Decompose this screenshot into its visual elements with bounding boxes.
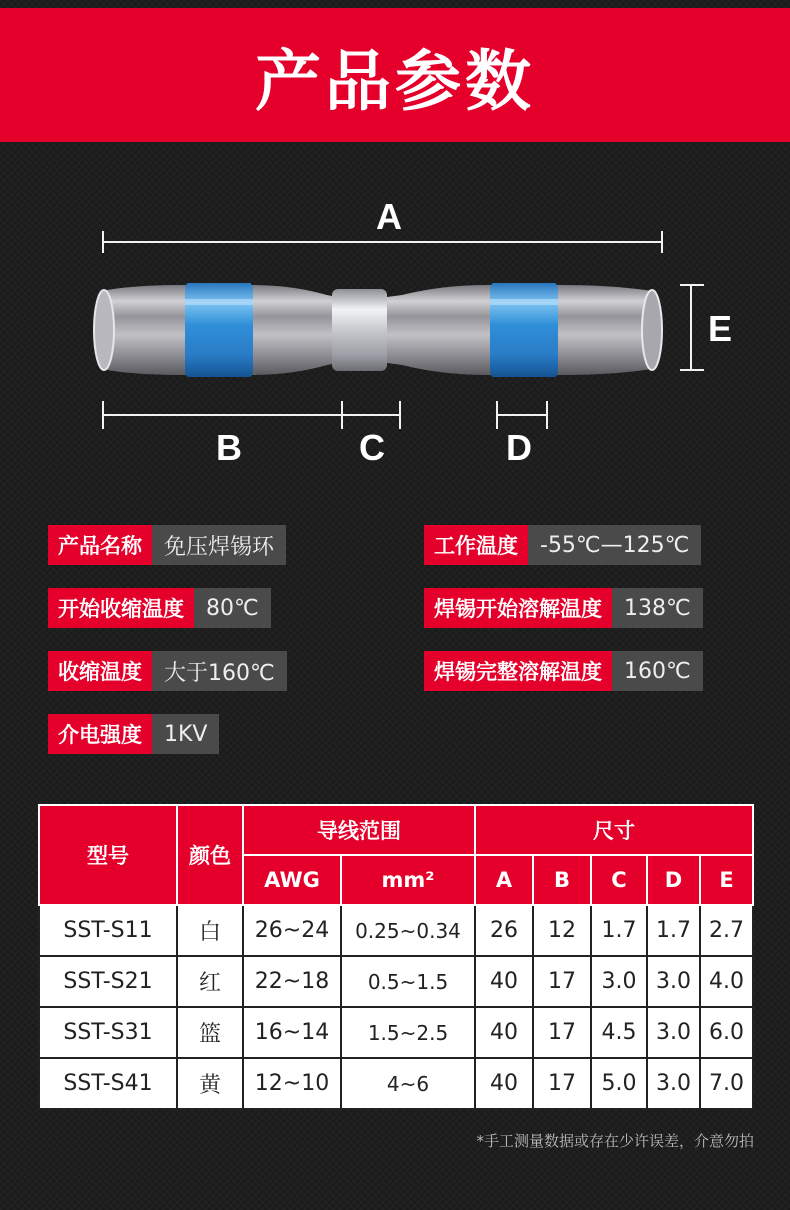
param-key: 开始收缩温度 (48, 588, 194, 628)
cell-b: 17 (533, 1007, 591, 1058)
header-c: C (591, 855, 647, 905)
cell-a: 40 (475, 1007, 533, 1058)
spec-table (38, 804, 754, 1110)
header-model: 型号 (39, 805, 177, 905)
cell-model: SST-S41 (39, 1058, 177, 1109)
param-key: 焊锡完整溶解温度 (424, 651, 612, 691)
cell-c: 5.0 (591, 1058, 647, 1109)
cell-mm2: 4~6 (341, 1058, 475, 1109)
param-shrink-start-temp (48, 588, 271, 628)
cell-awg: 22~18 (243, 956, 341, 1007)
product-dimension-diagram (0, 150, 790, 510)
solder-sleeve-illustration (92, 283, 666, 377)
param-value: 160℃ (612, 651, 703, 691)
param-value: 1KV (152, 714, 219, 754)
header-d: D (647, 855, 700, 905)
cell-c: 4.5 (591, 1007, 647, 1058)
cell-mm2: 1.5~2.5 (341, 1007, 475, 1058)
param-value: 138℃ (612, 588, 703, 628)
param-solder-melt-start (424, 588, 703, 628)
param-solder-melt-full (424, 651, 703, 691)
header-size: 尺寸 (475, 805, 753, 855)
cell-d: 3.0 (647, 1058, 700, 1109)
dim-tick-e-top (680, 284, 704, 286)
table-row (39, 905, 753, 956)
header-mm2: mm² (341, 855, 475, 905)
cell-e: 2.7 (700, 905, 753, 956)
dim-tick-b-left (102, 401, 104, 429)
param-product-name (48, 525, 286, 565)
header-b: B (533, 855, 591, 905)
table-row (39, 1058, 753, 1109)
dim-tick-a-right (661, 231, 663, 253)
param-value: 大于160℃ (152, 651, 287, 691)
cell-e: 4.0 (700, 956, 753, 1007)
cell-d: 1.7 (647, 905, 700, 956)
dim-label-b: B (216, 427, 242, 468)
param-key: 介电强度 (48, 714, 152, 754)
cell-b: 12 (533, 905, 591, 956)
cell-d: 3.0 (647, 1007, 700, 1058)
cell-d: 3.0 (647, 956, 700, 1007)
dim-label-d: D (506, 427, 532, 468)
dim-label-e: E (708, 308, 733, 349)
cell-model: SST-S11 (39, 905, 177, 956)
param-working-temp (424, 525, 701, 565)
header-awg: AWG (243, 855, 341, 905)
dim-line-c (341, 414, 401, 416)
header-band (0, 8, 790, 142)
dim-tick-d-left (496, 401, 498, 429)
param-dielectric-strength (48, 714, 219, 754)
measurement-note: *手工测量数据或存在少许误差，介意勿拍 (476, 1132, 754, 1150)
cell-awg: 12~10 (243, 1058, 341, 1109)
cell-c: 1.7 (591, 905, 647, 956)
param-key: 收缩温度 (48, 651, 152, 691)
cell-color: 白 (177, 905, 243, 956)
param-key: 焊锡开始溶解温度 (424, 588, 612, 628)
table-row (39, 1007, 753, 1058)
cell-a: 26 (475, 905, 533, 956)
param-value: -55℃—125℃ (528, 525, 701, 565)
header-a: A (475, 855, 533, 905)
cell-awg: 26~24 (243, 905, 341, 956)
cell-b: 17 (533, 1058, 591, 1109)
dim-label-a: A (376, 196, 402, 237)
param-value: 80℃ (194, 588, 271, 628)
cell-c: 3.0 (591, 956, 647, 1007)
dim-line-b (102, 414, 342, 416)
dim-line-d (496, 414, 548, 416)
cell-color: 黄 (177, 1058, 243, 1109)
dim-line-e (690, 285, 692, 370)
cell-mm2: 0.25~0.34 (341, 905, 475, 956)
cell-b: 17 (533, 956, 591, 1007)
dim-tick-e-bottom (680, 369, 704, 371)
cell-model: SST-S31 (39, 1007, 177, 1058)
cell-a: 40 (475, 1058, 533, 1109)
table-row (39, 956, 753, 1007)
header-wire-range: 导线范围 (243, 805, 475, 855)
param-value: 免压焊锡环 (152, 525, 286, 565)
cell-e: 7.0 (700, 1058, 753, 1109)
dim-line-a (102, 241, 663, 243)
param-key: 工作温度 (424, 525, 528, 565)
cell-color: 篮 (177, 1007, 243, 1058)
param-shrink-temp (48, 651, 287, 691)
cell-color: 红 (177, 956, 243, 1007)
header-color: 颜色 (177, 805, 243, 905)
cell-e: 6.0 (700, 1007, 753, 1058)
cell-awg: 16~14 (243, 1007, 341, 1058)
dim-tick-c-right (399, 401, 401, 429)
cell-mm2: 0.5~1.5 (341, 956, 475, 1007)
cell-a: 40 (475, 956, 533, 1007)
param-key: 产品名称 (48, 525, 152, 565)
dim-tick-a-left (102, 231, 104, 253)
dim-tick-d-right (546, 401, 548, 429)
page-title: 产品参数 (255, 42, 535, 120)
header-e: E (700, 855, 753, 905)
cell-model: SST-S21 (39, 956, 177, 1007)
dim-label-c: C (359, 427, 385, 468)
